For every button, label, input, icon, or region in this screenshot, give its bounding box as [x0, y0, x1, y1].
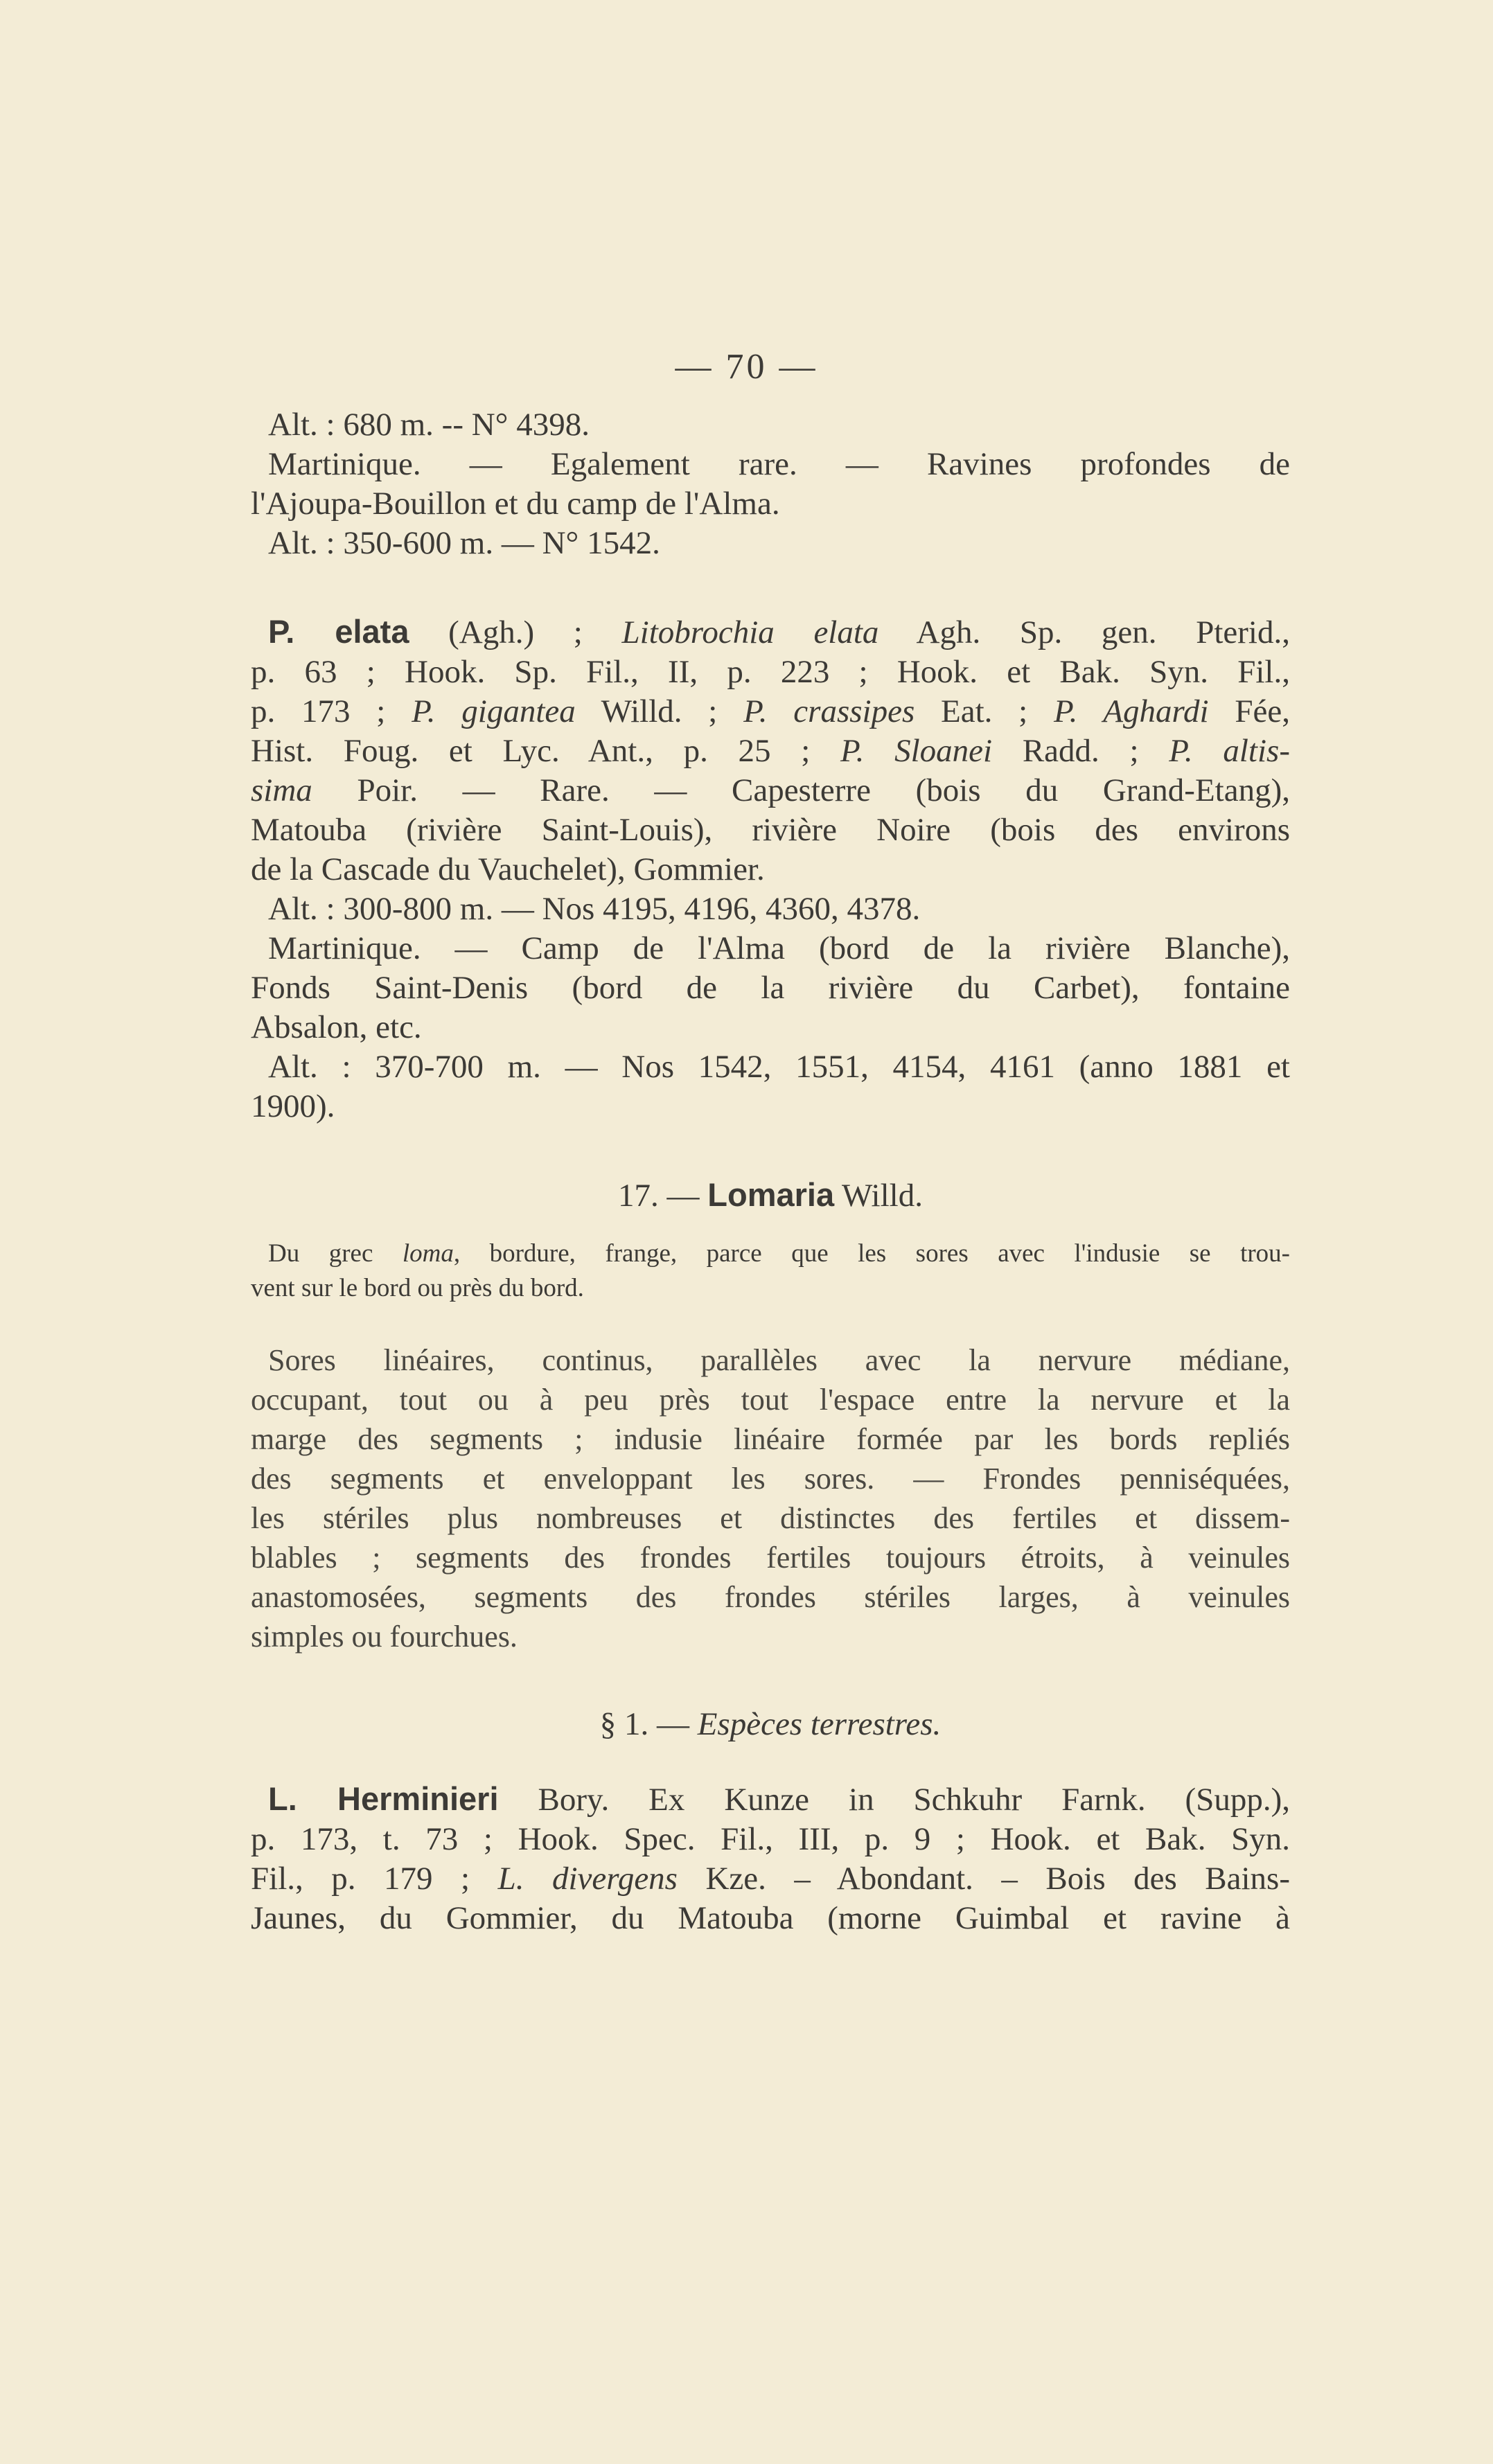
description-line: Sores linéaires, continus, parallèles avec la nervure médiane,	[268, 1343, 1290, 1377]
synonym: P. Aghardi	[1053, 693, 1209, 729]
text-line: Alt. : 680 m. -- N° 4398.	[268, 407, 590, 443]
text-line: p. 63 ; Hook. Sp. Fil., II, p. 223 ; Hook. et Bak. Syn. Fil.,	[251, 654, 1290, 690]
species-name: P. elata	[268, 613, 409, 650]
synonym: P. altis-	[1169, 733, 1290, 769]
text-line: sima Poir. — Rare. — Capesterre (bois du Grand-Etang),	[251, 772, 1290, 808]
description-line: les stériles plus nombreuses et distinctes des fertiles et dissem-	[251, 1501, 1290, 1535]
text-line: Fonds Saint-Denis (bord de la rivière du Carbet), fontaine	[251, 970, 1290, 1006]
section-heading: § 1. — Espèces terrestres.	[599, 1706, 942, 1742]
etymology-line: Du grec loma, bordure, frange, parce que les sores avec l'indusie se trou-	[268, 1239, 1290, 1268]
synonym: L. divergens	[497, 1861, 678, 1897]
text-line: p. 173, t. 73 ; Hook. Spec. Fil., III, p. 9 ; Hook. et Bak. Syn.	[251, 1821, 1290, 1857]
text-column	[251, 405, 1290, 1938]
synonym: sima	[251, 772, 312, 808]
description-line: simples ou fourchues.	[251, 1620, 518, 1654]
genus-name: Lomaria	[707, 1176, 835, 1213]
description-line: occupant, tout ou à peu près tout l'espace entre la nervure et la	[251, 1383, 1290, 1417]
species-entry-herminieri: L. Herminieri Bory. Ex Kunze in Schkuhr Farnk. (Supp.),	[268, 1780, 1290, 1818]
text-line: 1900).	[251, 1088, 335, 1124]
text-line: Alt. : 300-800 m. — Nos 4195, 4196, 4360, 4378.	[268, 891, 921, 927]
synonym: Litobrochia elata	[621, 614, 879, 650]
text-line: de la Cascade du Vauchelet), Gommier.	[251, 851, 765, 887]
description-line: des segments et enveloppant les sores. — Frondes penniséquées,	[251, 1462, 1290, 1496]
text-line: Alt. : 370-700 m. — Nos 1542, 1551, 4154, 4161 (anno 1881 et	[268, 1049, 1290, 1085]
synonym: P. Sloanei	[840, 733, 993, 769]
text-line: Jaunes, du Gommier, du Matouba (morne Guimbal et ravine à	[251, 1900, 1290, 1936]
description-line: blables ; segments des frondes fertiles toujours étroits, à veinules	[251, 1541, 1290, 1575]
text-line: l'Ajoupa-Bouillon et du camp de l'Alma.	[251, 486, 780, 522]
text-line: Martinique. — Egalement rare. — Ravines profondes de	[268, 446, 1290, 482]
etymology-line: vent sur le bord ou près du bord.	[251, 1274, 584, 1302]
text-line: Absalon, etc.	[251, 1009, 422, 1045]
text-line: Alt. : 350-600 m. — N° 1542.	[268, 525, 660, 561]
text-line: p. 173 ; P. gigantea Willd. ; P. crassipes Eat. ; P. Aghardi Fée,	[251, 693, 1290, 729]
description-line: anastomosées, segments des frondes stériles larges, à veinules	[251, 1580, 1290, 1614]
synonym: P. crassipes	[743, 693, 915, 729]
genus-heading: 17. — Lomaria Willd.	[618, 1176, 923, 1214]
text-line: Matouba (rivière Saint-Louis), rivière Noire (bois des environs	[251, 812, 1290, 848]
description-line: marge des segments ; indusie linéaire formée par les bords repliés	[251, 1422, 1290, 1456]
text-line: Fil., p. 179 ; L. divergens Kze. – Abondant. – Bois des Bains-	[251, 1861, 1290, 1897]
synonym: P. gigantea	[412, 693, 576, 729]
text-line: Hist. Foug. et Lyc. Ant., p. 25 ; P. Sloanei Radd. ; P. altis-	[251, 733, 1290, 769]
species-name: L. Herminieri	[268, 1780, 499, 1817]
page-number: — 70 —	[675, 347, 818, 387]
text-line: Martinique. — Camp de l'Alma (bord de la rivière Blanche),	[268, 930, 1290, 966]
species-entry-elata: P. elata (Agh.) ; Litobrochia elata Agh. Sp. gen. Pterid.,	[268, 613, 1290, 650]
